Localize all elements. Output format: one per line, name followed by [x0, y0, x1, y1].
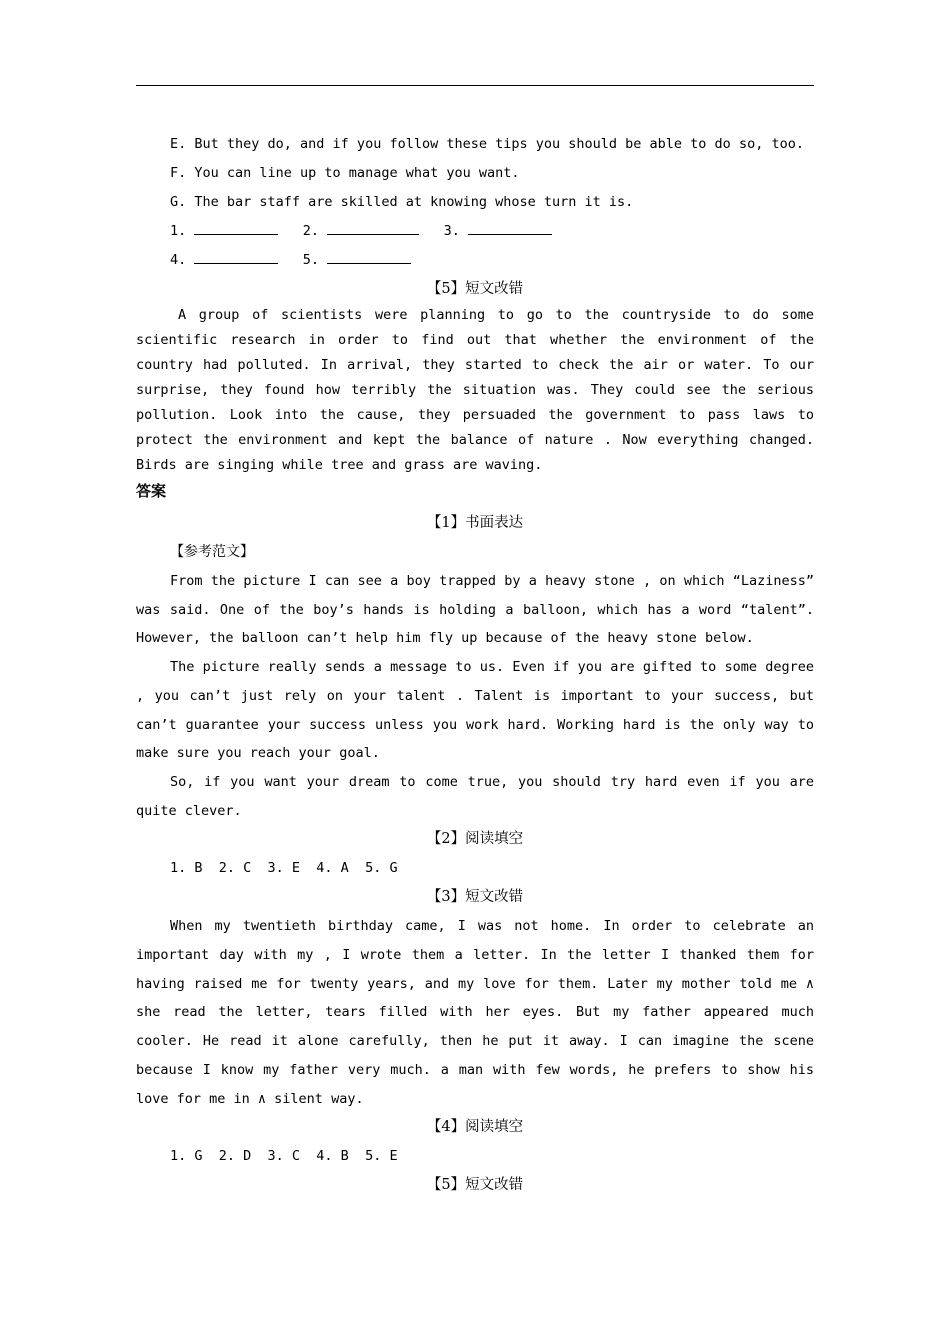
- section5-passage-block: [136, 303, 814, 478]
- blank-label-4: 4.: [170, 252, 187, 268]
- page-content: [136, 130, 814, 1200]
- blank-label-1: 1.: [170, 223, 187, 239]
- answer-section-4-title: 【4】阅读填空: [426, 1119, 524, 1136]
- essay-paragraph-2: The picture really sends a message to us. Even if you are gifted to some degree , you can’t just rely on your talent . Talent is important to your success, but can’t guarantee your success unless you work hard. Working hard is the only way to make sure you reach your goal.: [136, 659, 814, 762]
- answers-title: 答案: [136, 482, 167, 500]
- header-rule: [136, 85, 814, 86]
- option-f: F. You can line up to manage what you want.: [170, 165, 520, 181]
- section5-title: 【5】短文改错: [426, 281, 524, 297]
- blank-1[interactable]: [194, 220, 278, 235]
- reference-essay-title: 【参考范文】: [170, 544, 254, 560]
- section5-passage: A group of scientists were planning to go to the countryside to do some scientific research in order to find out that whether the environment of the country had polluted. In arrival, they started to check the air or water. To our surprise, they found how terribly the situation was. They could see the serious pollution. Look into the cause, they persuaded the government to pass laws to protect the environment and kept the balance of nature . Now everything changed. Birds are singing while tree and grass are waving.: [136, 307, 814, 473]
- answer-section-5-title: 【5】短文改错: [426, 1177, 524, 1194]
- answer-blanks-row-2: [136, 246, 814, 275]
- blank-3[interactable]: [468, 220, 552, 235]
- answer-section-4-answers: 1. G 2. D 3. C 4. B 5. E: [170, 1148, 398, 1165]
- answer-section-3-title: 【3】短文改错: [426, 889, 524, 906]
- blank-label-3: 3.: [443, 223, 460, 239]
- essay-paragraph-3: So, if you want your dream to come true, you should try hard even if you are quite clever.: [136, 773, 814, 819]
- answer-section-3-paragraph: When my twentieth birthday came, I was not home. In order to celebrate an important day with my , I wrote them a letter. In the letter I thanked them for having raised me for twenty years, and my love for them. Later my mother told me ∧ she read the letter, tears filled with her eyes. But my father appeared much cooler. He read it alone carefully, then he put it away. I can imagine the scene because I know my father very much. a man with few words, he prefers to show his love for me in ∧ silent way.: [136, 918, 814, 1107]
- blank-label-2: 2.: [302, 223, 320, 239]
- option-e: E. But they do, and if you follow these tips you should be able to do so, too.: [170, 136, 804, 152]
- blank-2[interactable]: [327, 220, 419, 235]
- blank-5[interactable]: [327, 249, 411, 264]
- essay-paragraph-1: From the picture I can see a boy trapped by a heavy stone , on which “Laziness” was said. One of the boy’s hands is holding a balloon, which has a word “talent”. However, the balloon can’t help him fly up because of the heavy stone below.: [136, 573, 814, 647]
- answer-section-2-answers: 1. B 2. C 3. E 4. A 5. G: [170, 860, 398, 877]
- blank-4[interactable]: [194, 249, 278, 264]
- blank-label-5: 5.: [302, 252, 320, 268]
- option-g: G. The bar staff are skilled at knowing whose turn it is.: [170, 194, 634, 210]
- reference-essay: [136, 567, 814, 825]
- answer-section-2-title: 【2】阅读填空: [426, 831, 524, 848]
- answer-blanks-row-1: [136, 217, 814, 246]
- answer-section-1-title: 【1】书面表达: [426, 515, 524, 531]
- answer-section-3-block: [136, 912, 814, 1113]
